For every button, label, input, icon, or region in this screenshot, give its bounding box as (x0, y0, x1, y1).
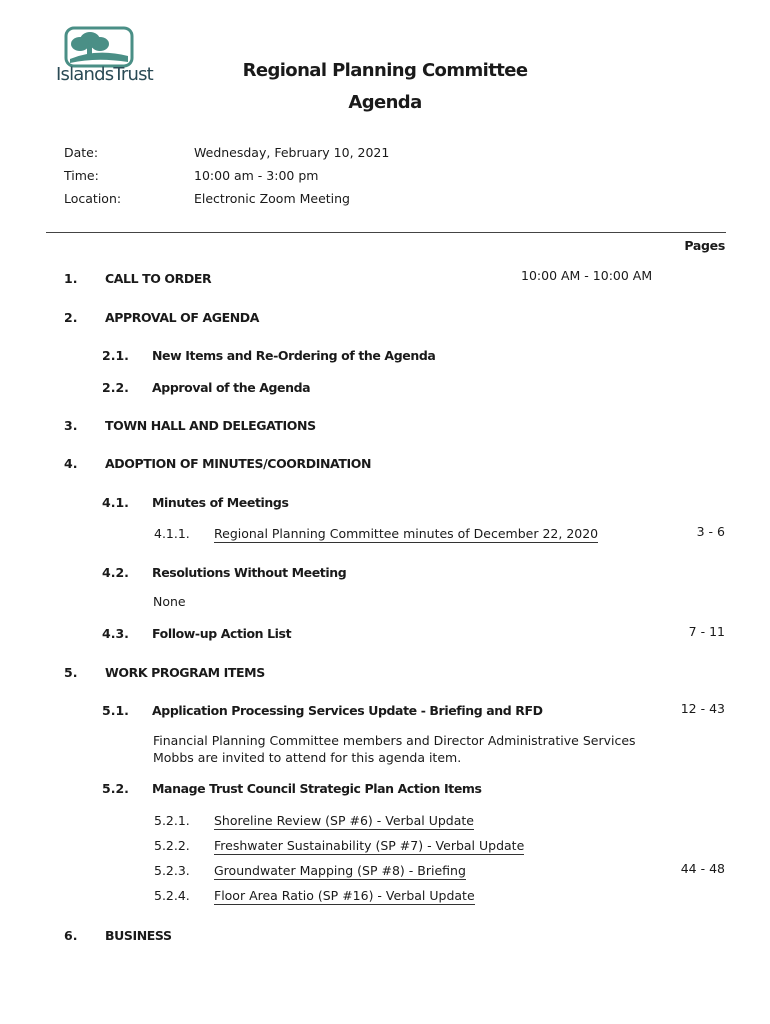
minutes-link[interactable]: Regional Planning Committee minutes of December 22, 2020 (214, 526, 599, 541)
item-heading: BUSINESS (105, 928, 172, 943)
subsubitem-number: 5.2.1. (154, 813, 190, 828)
subitem-number: 4.3. (102, 626, 129, 641)
document-subtitle: Agenda (348, 92, 422, 113)
subitem-heading: Resolutions Without Meeting (152, 565, 347, 580)
item-heading: TOWN HALL AND DELEGATIONS (105, 418, 316, 433)
subsubitem-number: 5.2.2. (154, 838, 190, 853)
location-value: Electronic Zoom Meeting (194, 191, 350, 206)
floor-area-ratio-link[interactable]: Floor Area Ratio (SP #16) - Verbal Update (214, 888, 475, 903)
item-note: Financial Planning Committee members and Director Administrative Services Mobbs are invited to attend for this agenda item. (153, 733, 636, 765)
freshwater-sustainability-link[interactable]: Freshwater Sustainability (SP #7) - Verbal Update (214, 838, 525, 853)
location-label: Location: (64, 191, 122, 206)
document-title: Regional Planning Committee (242, 60, 528, 81)
item-heading: APPROVAL OF AGENDA (105, 310, 260, 325)
item-heading: WORK PROGRAM ITEMS (105, 665, 265, 680)
time-label: Time: (64, 168, 99, 183)
logo-text: IslandsTrust (56, 64, 153, 85)
page-range: 7 - 11 (688, 624, 725, 639)
date-value: Wednesday, February 10, 2021 (194, 145, 390, 160)
item-heading: ADOPTION OF MINUTES/COORDINATION (105, 456, 372, 471)
subitem-number: 5.2. (102, 781, 129, 796)
subitem-heading: Minutes of Meetings (152, 495, 289, 510)
subitem-number: 5.1. (102, 703, 129, 718)
subitem-heading: Manage Trust Council Strategic Plan Action Items (152, 781, 482, 796)
item-number: 2. (64, 310, 78, 325)
subitem-heading: Follow-up Action List (152, 626, 292, 641)
item-number: 5. (64, 665, 78, 680)
groundwater-mapping-link[interactable]: Groundwater Mapping (SP #8) - Briefing (214, 863, 466, 878)
subitem-number: 2.1. (102, 348, 129, 363)
page-range: 3 - 6 (696, 524, 725, 539)
subitem-heading: Application Processing Services Update - Briefing and RFD (152, 703, 543, 718)
item-heading: CALL TO ORDER (105, 271, 212, 286)
divider (46, 232, 726, 233)
subitem-heading: Approval of the Agenda (152, 380, 311, 395)
subitem-number: 4.2. (102, 565, 129, 580)
subsubitem-number: 5.2.4. (154, 888, 190, 903)
subsubitem-number: 5.2.3. (154, 863, 190, 878)
page-range: 12 - 43 (680, 701, 725, 716)
subitem-heading: New Items and Re-Ordering of the Agenda (152, 348, 436, 363)
pages-header: Pages (684, 238, 725, 253)
item-note: None (153, 594, 186, 609)
item-number: 1. (64, 271, 78, 286)
shoreline-review-link[interactable]: Shoreline Review (SP #6) - Verbal Update (214, 813, 474, 828)
subitem-number: 2.2. (102, 380, 129, 395)
page-range: 44 - 48 (680, 861, 725, 876)
item-number: 6. (64, 928, 78, 943)
item-number: 4. (64, 456, 78, 471)
subitem-number: 4.1. (102, 495, 129, 510)
item-time: 10:00 AM - 10:00 AM (521, 268, 653, 283)
time-value: 10:00 am - 3:00 pm (194, 168, 319, 183)
item-number: 3. (64, 418, 78, 433)
date-label: Date: (64, 145, 99, 160)
subsubitem-number: 4.1.1. (154, 526, 190, 541)
